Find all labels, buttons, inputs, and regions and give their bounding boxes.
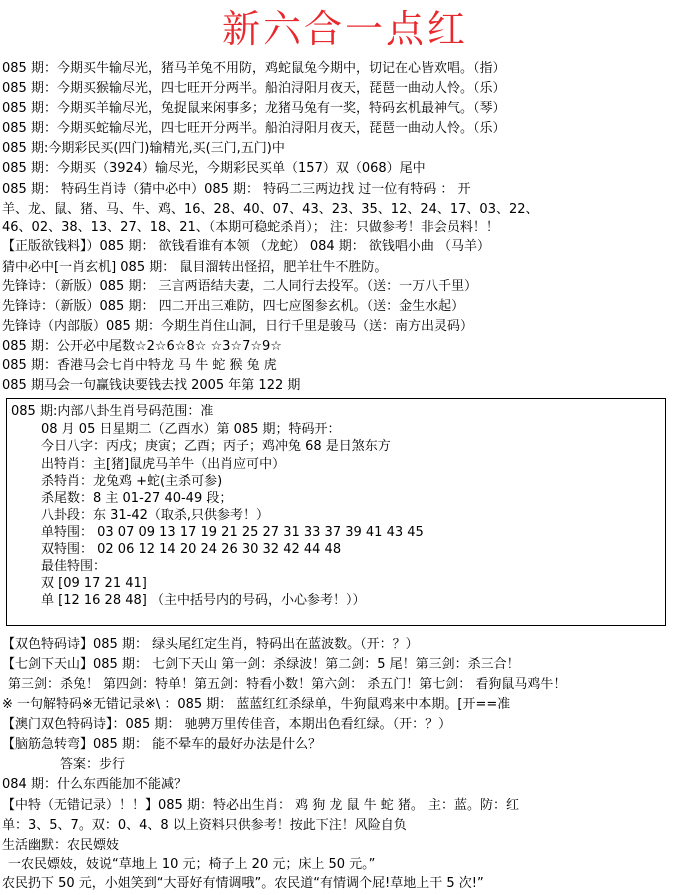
- text-line: 【七剑下天山】085 期： 七剑下天山 第一剑：杀绿波！第二剑：5 尾！第三剑：杀三合！: [2, 657, 520, 672]
- text-line: 猜中必中[一肖玄机] 085 期： 鼠目溜转出怪招，肥羊壮牛不胜防。: [2, 260, 388, 275]
- text-line: 【脑筋急转弯】085 期： 能不晕车的最好办法是什么？: [2, 737, 322, 752]
- text-line: 第三剑：杀兔！ 第四剑：特单！第五剑：特看小数！第六剑： 杀五门！第七剑： 看狗鼠马鸡牛！: [8, 677, 567, 692]
- text-line: 【正版欲钱料】）085 期： 欲钱看谁有本领 （龙蛇） 084 期： 欲钱唱小曲 （马羊）: [2, 239, 491, 254]
- text-line: 46、02、38、13、27、18、21、（本期可稳蛇杀肖）； 注：只做参考！非会员料！！: [2, 220, 499, 235]
- text-line: 先锋诗（内部版）085 期：今期生肖住山洞，日行千里是骏马（送：南方出灵码）: [2, 319, 473, 334]
- text-line: 农民扔下 50 元，小姐笑到“大哥好有情调哦”。农民道“有情调个屁!草地上干 5 次!”: [2, 876, 484, 891]
- text-line: 羊、龙、鼠、猪、马、牛、鸡、16、28、40、07、43、23、35、12、24、17、03、22、: [2, 202, 539, 217]
- box-line: 八卦段：东 31-42（取杀,只供参考！）: [41, 508, 270, 523]
- box-line: 出特肖：主[猪]鼠虎马羊牛（出肖应可中）: [41, 457, 286, 472]
- text-line: 085 期：今期买蛇输尽光，四七旺开分两半。船泊浔阳月夜天，琵琶一曲动人怜。（乐）: [2, 121, 506, 136]
- text-line: 先锋诗：（新版）085 期： 四二开出三难防，四七应图参玄机。（送：金生水起）: [2, 299, 465, 314]
- text-line: ※ 一句解特码※无错记录※\ ：085 期： 蓝蓝红红杀绿单，牛狗鼠鸡来中本期。[开==准: [2, 697, 511, 712]
- box-line: 杀尾数：8 主 01-27 40-49 段；: [41, 491, 233, 506]
- text-line: 【中特（无错记录）！！】085 期：特必出生肖： 鸡 狗 龙 鼠 牛 蛇 猪。 主：蓝。防：红: [2, 798, 520, 813]
- page-title: 新六合一点红: [221, 7, 468, 51]
- box-line: 今日八字：丙戌；庚寅；乙酉；丙子；鸡冲兔 68 是日煞东方: [41, 439, 391, 454]
- box-line: 单特围： 03 07 09 13 17 19 21 25 27 31 33 37 39 41 43 45: [41, 525, 424, 540]
- text-line: 085 期:今期彩民买(四门)输精光,买(三门,五门)中: [2, 141, 285, 156]
- text-line: 085 期：今期买牛输尽光，猪马羊兔不用防，鸡蛇鼠兔今期中，切记在心皆欢唱。（指）: [2, 61, 506, 76]
- box-line: 杀特肖：龙兔鸡 +蛇(主杀可参): [41, 474, 223, 489]
- text-line: 085 期：今期买羊输尽光，兔捉鼠来闲事多；龙猪马兔有一奖，特码玄机最神气。（琴）: [2, 101, 506, 116]
- text-line: 生活幽默：农民嫖妓: [2, 838, 120, 853]
- text-line: 先锋诗：（新版）085 期： 三言两语结夫妻，二人同行去投军。（送：一万八千里）: [2, 279, 478, 294]
- text-line: 085 期：今期买猴输尽光，四七旺开分两半。船泊浔阳月夜天，琵琶一曲动人怜。（乐）: [2, 81, 506, 96]
- text-line: 一农民嫖妓，妓说“草地上 10 元；椅子上 20 元；床上 50 元。”: [8, 857, 376, 872]
- box-line: 双特围： 02 06 12 14 20 24 26 30 32 42 44 48: [41, 542, 342, 557]
- text-line: 085 期马会一句赢钱诀要钱去找 2005 年第 122 期: [2, 378, 301, 393]
- text-line: 085 期：今期买（3924）输尽光，今期彩民买单（157）双（068）尾中: [2, 161, 426, 176]
- text-line: 085 期： 特码生肖诗（猜中必中）085 期： 特码二三两边找 过一位有特码 ： 开: [2, 182, 471, 197]
- text-line: 【双色特码诗】085 期： 绿头尾红定生肖，特码出在蓝波数。（开：？）: [2, 637, 419, 652]
- text-line: 【澳门双色特码诗】：085 期： 驰骋万里传佳音，本期出色看红绿。（开：？）: [2, 717, 452, 732]
- text-line: 答案：步行: [60, 757, 126, 772]
- text-line: 084 期：什么东西能加不能减？: [2, 777, 187, 792]
- text-line: 085 期：香港马会七肖中特龙 马 牛 蛇 猴 兔 虎: [2, 358, 277, 373]
- box-line: 最佳特围：: [41, 559, 107, 574]
- box-line: 单 [12 16 28 48] （主中括号内的号码，小心参考！））: [41, 593, 366, 608]
- box-line: 085 期:内部八卦生肖号码范围：准: [11, 404, 214, 419]
- text-line: 单：3、5、7。双：0、4、8 以上资料只供参考！按此下注！风险自负: [2, 818, 407, 833]
- bagua-box: [6, 398, 666, 626]
- box-line: 08 月 05 日星期二（乙酉水）第 085 期；特码开：: [41, 422, 341, 437]
- box-line: 双 [09 17 21 41]: [41, 576, 147, 591]
- text-line: 085 期：公开必中尾数☆2☆6☆8☆ ☆3☆7☆9☆: [2, 339, 282, 354]
